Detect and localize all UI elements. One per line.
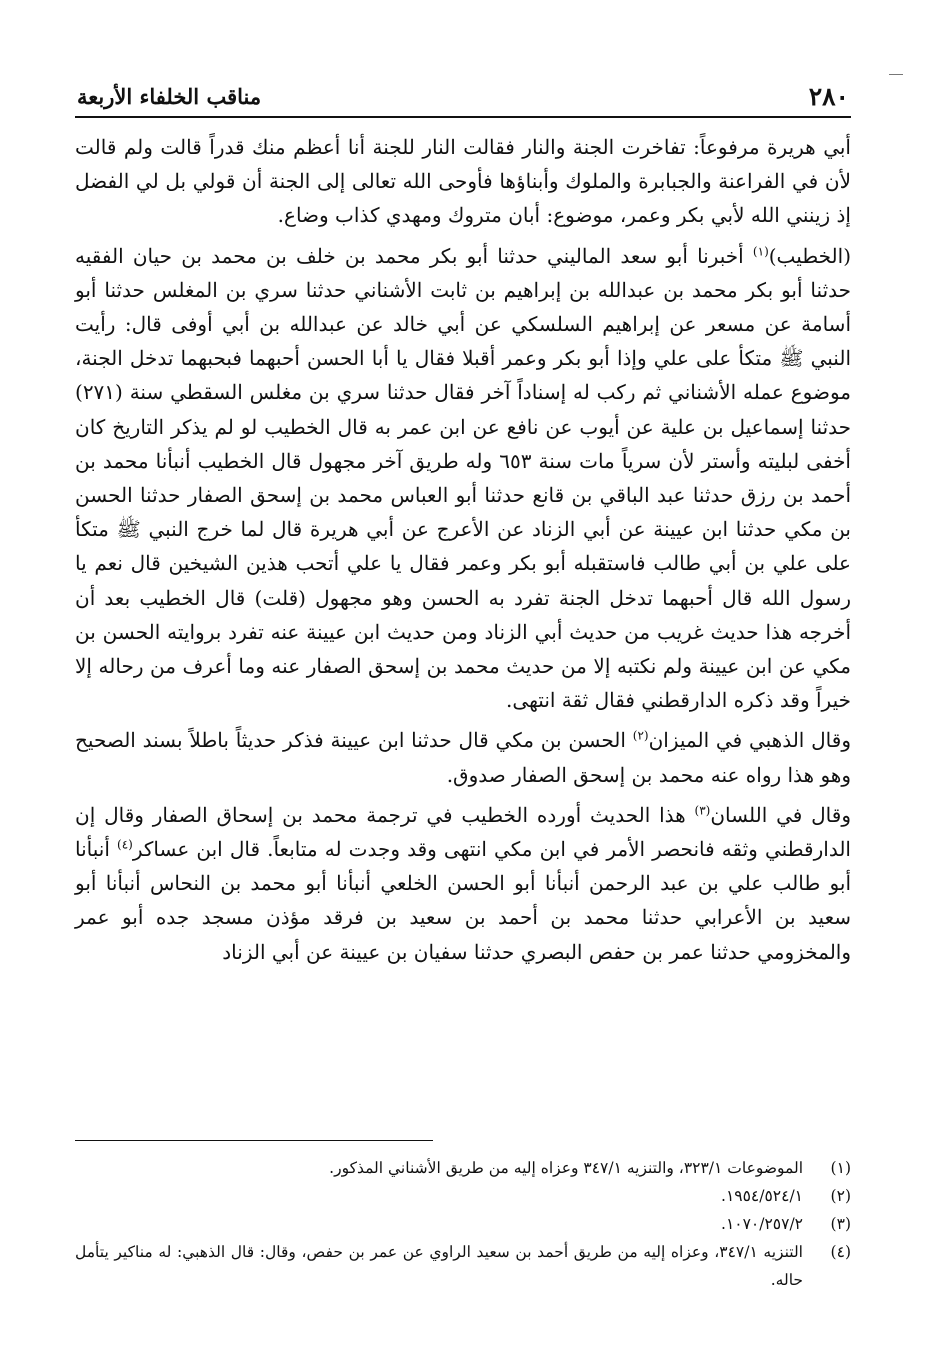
footnote-2 [75, 1182, 851, 1210]
paragraph-text: (الخطيب) [768, 243, 851, 268]
footnote-ref-1[interactable]: (١) [752, 243, 769, 258]
paragraph-text: أخبرنا أبو سعد الماليني حدثنا أبو بكر محمد بن خلف بن محمد بن حيان الفقيه حدثنا أبو بكر محمد بن عبدالله بن إبراهيم بن ثابت الأشناني حدثنا سري بن المغلس حدثنا أبو أسامة عن مسعر عن إبراهيم السلسكي عن أبي خالد عن عبدالله بن أبي أوفى قال: رأيت النبي ﷺ متكأ على علي وإذا أبو بكر وعمر أقبلا فقال يا أبا الحسن أحبهما فبحبهما تدخل الجنة، موضوع عمله الأشناني ثم ركب له إسناداً آخر فقال حدثنا سري بن مغلس السقطي سنة (٢٧١) حدثنا إسماعيل بن علية عن أيوب عن نافع عن ابن عمر به قال الخطيب لو لم يذكر التاريخ كان أخفى لبليته وأستر لأن سرياً مات سنة ٦٥٣ وله طريق آخر مجهول قال الخطيب أنبأنا محمد بن أحمد بن رزق حدثنا عبد الباقي بن قانع حدثنا أبو العباس محمد بن إسحق الصفار حدثنا الحسن بن مكي حدثنا ابن عيينة عن أبي الزناد عن الأعرج عن أبي هريرة قال لما خرج النبي ﷺ متكأ على علي بن أبي طالب فاستقبله أبو بكر وعمر فقال يا علي أتحب هذين الشيخين قال نعم يا رسول الله قال أحبهما تدخل الجنة تفرد به الحسن وهو مجهول (قلت) قال الخطيب بعد أن أخرجه هذا حديث غريب من حديث أبي الزناد ومن حديث ابن عيينة عنه تفرد بروايته الحسن بن مكي عن ابن عيينة ولم نكتبه إلا من حديث محمد بن إسحق الصفار عنه وما أعرف من رحاله إلا خيراً وقد ذكره الدارقطني فقال ثقة انتهى. [75, 243, 851, 713]
paragraph-3 [75, 723, 851, 791]
margin-tick-mark [889, 74, 903, 75]
footnote-number: (٤) [830, 1243, 851, 1261]
paragraph-text: هذا الحديث أورده الخطيب في ترجمة محمد بن إسحاق الصفار وقال إن الدارقطني وثقه فانحصر الأمر في ابن مكي انتهى وقد وجدت له متابعاً. قال ابن عساكر [75, 802, 851, 862]
book-page [75, 76, 851, 1289]
footnote-text: التنزيه ٣٤٧/١، وعزاه إليه من طريق أحمد بن سعيد الراوي عن عمر بن حفص، وقال: قال الذهبي: له مناكير يتأمل حاله. [75, 1243, 803, 1289]
footnote-text: ١٩٥٤/٥٢٤/١. [721, 1187, 803, 1205]
paragraph-text: وقال الذهبي في الميزان [648, 728, 851, 753]
footnotes [75, 1154, 851, 1294]
footnote-number: (٣) [830, 1215, 851, 1233]
page-number: ٢٨٠ [808, 82, 849, 111]
footnote-divider [75, 1140, 433, 1141]
paragraph-2 [75, 239, 851, 718]
paragraph-text: أبي هريرة مرفوعاً: تفاخرت الجنة والنار فقالت النار للجنة أنا أعظم منك قدراً قالت ولم قالت لأن في الفراعنة والجبابرة والملوك وأبناؤها فأوحى الله تعالى إلى الجنة أن قولي بل لي الفضل إذ زينني الله لأبي بكر وعمر، موضوع: أبان متروك ومهدي كذاب وضاع. [75, 135, 851, 228]
main-text [75, 130, 851, 969]
footnote-number: (١) [830, 1159, 851, 1177]
page-header [75, 76, 851, 118]
footnote-ref-4[interactable]: (٤) [117, 837, 133, 852]
footnote-text: ١٠٧٠/٢٥٧/٢. [721, 1215, 803, 1233]
running-title: مناقب الخلفاء الأربعة [77, 84, 262, 109]
paragraph-text: الحسن بن مكي قال حدثنا ابن عيينة فذكر حديثاً باطلاً بسند الصحيح وهو هذا رواه عنه محمد بن إسحق الصفار صدوق. [75, 728, 851, 787]
paragraph-text: وقال في اللسان [710, 802, 851, 827]
footnote-number: (٢) [830, 1187, 851, 1205]
footnote-ref-2[interactable]: (٢) [632, 728, 649, 743]
footnote-text: الموضوعات ٣٢٣/١، والتنزيه ٣٤٧/١ وعزاه إليه من طريق الأشناني المذكور. [329, 1159, 803, 1177]
footnote-1 [75, 1154, 851, 1182]
footnote-3 [75, 1210, 851, 1238]
paragraph-text: أنبأنا أبو طالب علي بن عبد الرحمن أنبأنا أبو الحسن الخلعي أنبأنا أبو محمد بن النحاس أنبأنا أبو سعيد بن الأعرابي حدثنا محمد بن أحمد بن سعيد بن فرقد مؤذن مسجد جده أبو عمر والمخزومي حدثنا عمر بن حفص البصري حدثنا سفيان بن عيينة عن أبي الزناد [75, 837, 851, 964]
paragraph-4 [75, 798, 851, 969]
paragraph-1 [75, 130, 851, 233]
footnote-4 [75, 1238, 851, 1294]
footnote-ref-3[interactable]: (٣) [694, 803, 711, 818]
